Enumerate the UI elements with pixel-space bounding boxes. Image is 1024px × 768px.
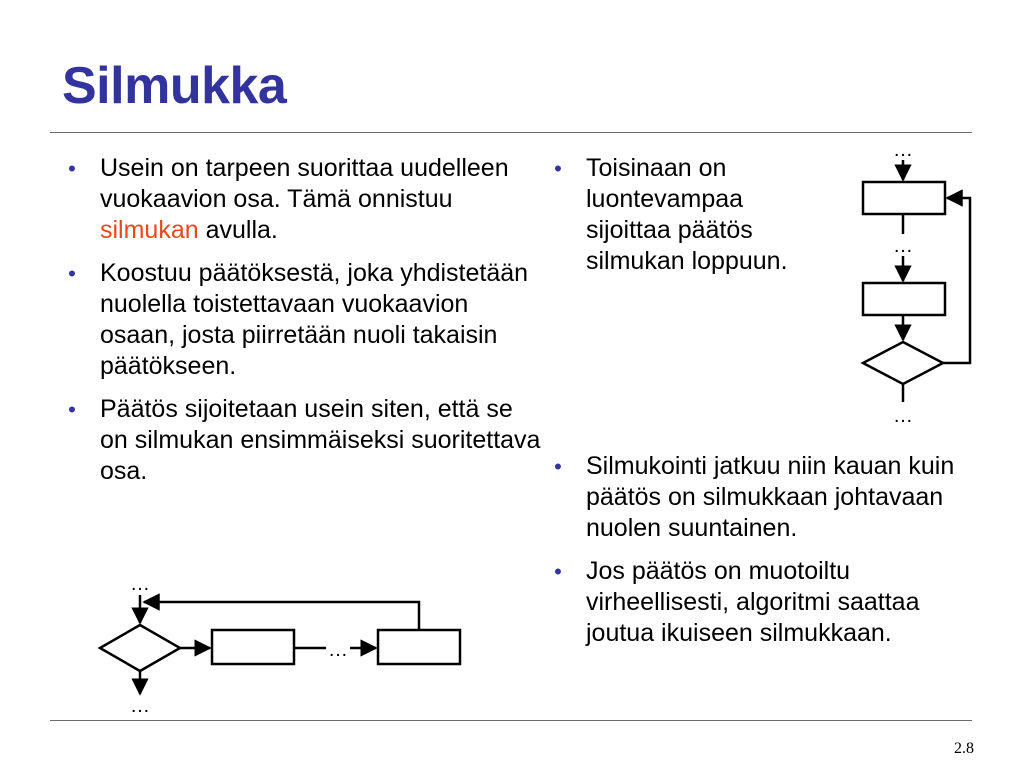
slide-title: Silmukka (62, 57, 287, 115)
ellipsis-middle: … (328, 639, 348, 661)
bullet-icon: • (554, 559, 562, 584)
loop-diagram-decision-first (100, 573, 460, 717)
bullet-item: • Silmukointi jatkuu niin kauan kuin päätös on silmukkaan johtavaan nuolen suuntainen. (548, 451, 978, 544)
process-box-2 (863, 283, 945, 315)
ellipsis-bottom: … (893, 405, 913, 427)
page-number: 2.8 (954, 740, 974, 757)
loop-back-arrow (144, 602, 419, 630)
decision-diamond (100, 625, 180, 671)
bullet-item: • Toisinaan on luontevampaa sijoittaa päätös silmukan loppuun. (548, 153, 808, 277)
bullet-item: • Päätös sijoitetaan usein siten, että se on silmukan ensimmäiseksi suoritettava osa. (62, 394, 542, 487)
bullet-icon: • (68, 261, 76, 286)
bullet-icon: • (554, 454, 562, 479)
bullet-item: • Koostuu päätöksestä, joka yhdistetään nuolella toistettavaan vuokaavion osaan, josta piirretään nuoli takaisin päätökseen. (62, 258, 542, 382)
ellipsis-exit: … (130, 695, 150, 717)
bullet-icon: • (68, 156, 76, 181)
ellipsis-middle: … (893, 235, 913, 257)
decision-diamond (863, 342, 943, 384)
loop-diagram-decision-last (863, 139, 970, 427)
process-box-1 (212, 630, 294, 664)
highlight-term: silmukan (100, 216, 199, 244)
bullet-icon: • (554, 156, 562, 181)
process-box-1 (863, 182, 945, 214)
ellipsis-entry: … (130, 573, 150, 595)
bullet-item: • Jos päätös on muotoiltu virheellisesti, algoritmi saattaa joutua ikuiseen silmukkaan. (548, 556, 978, 649)
bottom-divider (50, 720, 972, 721)
process-box-2 (378, 630, 460, 664)
bullet-item: • Usein on tarpeen suorittaa uudelleen vuokaavion osa. Tämä onnistuu silmukan avulla. (62, 153, 542, 246)
ellipsis-top: … (893, 139, 913, 161)
bullet-icon: • (68, 397, 76, 422)
loop-back-arrow (943, 198, 970, 363)
